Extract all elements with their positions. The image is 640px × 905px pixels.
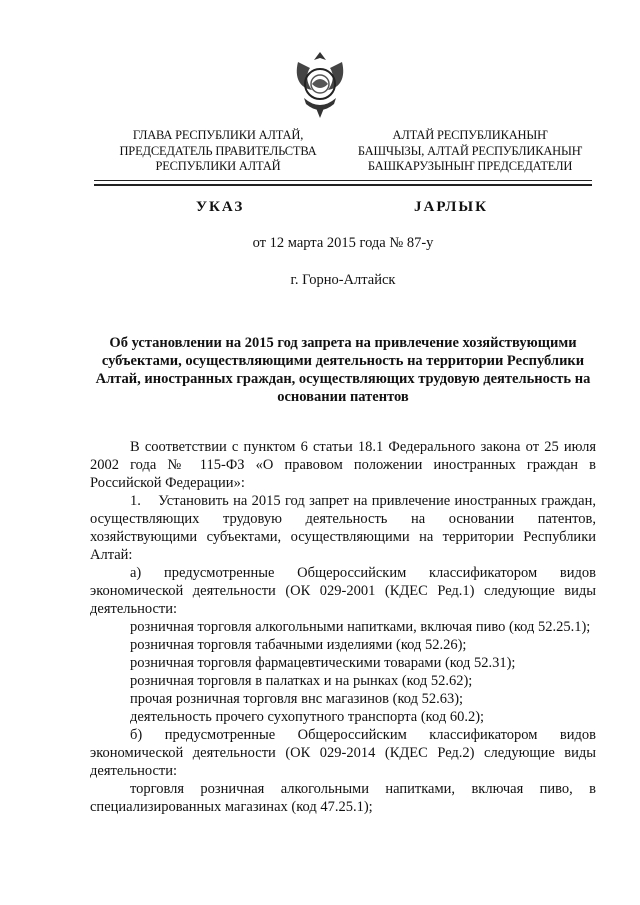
doc-city: г. Горно-Алтайск — [290, 272, 396, 288]
body-list-item: деятельность прочего сухопутного транспорта (код 60.2); — [130, 709, 485, 725]
body-list-item: розничная торговля фармацевтическими товарами (код 52.31); — [130, 655, 516, 671]
coat-of-arms-emblem — [290, 48, 350, 120]
header-left-line-1: ГЛАВА РЕСПУБЛИКИ АЛТАЙ, — [132, 128, 304, 142]
body-list-item: розничная торговля в палатках и на рынках (код 52.62); — [130, 673, 473, 689]
body-list-item: прочая розничная торговля внс магазинов (код 52.63); — [130, 691, 464, 707]
header-right-block — [348, 128, 592, 175]
header-left-block — [108, 128, 328, 175]
header-divider-thick — [94, 184, 592, 186]
header-right-line-1: АЛТАЙ РЕСПУБЛИКАНЫҤ — [392, 128, 548, 142]
body-list-item: торговля розничная алкогольными напитками, включая пиво, в специализированных магазинах (код 47.25.1); — [90, 781, 596, 815]
doc-title: Об установлении на 2015 год запрета на привлечение хозяйствующими субъектами, осуществляющими деятельность на территории Республики Алтай, иностранных граждан, осуществляющих трудовую деятельность на основании патентов — [95, 335, 591, 405]
body-list-item: розничная торговля табачными изделиями (код 52.26); — [130, 637, 467, 653]
header-divider-thin — [94, 180, 592, 181]
doc-body — [90, 438, 596, 816]
body-paragraph-preamble: В соответствии с пунктом 6 статьи 18.1 Федерального закона от 25 июля 2002 года № 115-ФЗ «О правовом положении иностранных граждан в Российской Федерации»: — [90, 439, 596, 491]
header-left-line-3: РЕСПУБЛИКИ АЛТАЙ — [155, 159, 281, 173]
body-paragraph-subitem-a: а) предусмотренные Общероссийским классификатором видов экономической деятельности (ОК 029-2001 (КДЕС Ред.1) следующие виды деятельности: — [90, 565, 596, 617]
doc-date-number: от 12 марта 2015 года № 87-у — [252, 235, 434, 251]
body-list-item: розничная торговля алкогольными напитками, включая пиво (код 52.25.1); — [130, 619, 591, 635]
doc-type-ru: УКАЗ — [196, 199, 245, 215]
header-right-line-3: БАШКАРУЗЫНЫҤ ПРЕДСЕДАТЕЛИ — [367, 159, 573, 173]
doc-type-altai: JАРЛЫК — [414, 199, 489, 215]
header-left-line-2: ПРЕДСЕДАТЕЛЬ ПРАВИТЕЛЬСТВА — [119, 143, 317, 158]
body-paragraph-subitem-b: б) предусмотренные Общероссийским классификатором видов экономической деятельности (ОК 029-2014 (КДЕС Ред.2) следующие виды деятельности: — [90, 727, 596, 779]
header-right-line-2: БАШЧЫЗЫ, АЛТАЙ РЕСПУБЛИКАНЫҤ — [357, 143, 583, 158]
body-paragraph-item-1: 1. Установить на 2015 год запрет на привлечение иностранных граждан, осуществляющих трудовую деятельность на основании патентов, хозяйствующими субъектами, осуществляющими на территории Республики Алтай: — [90, 493, 596, 563]
